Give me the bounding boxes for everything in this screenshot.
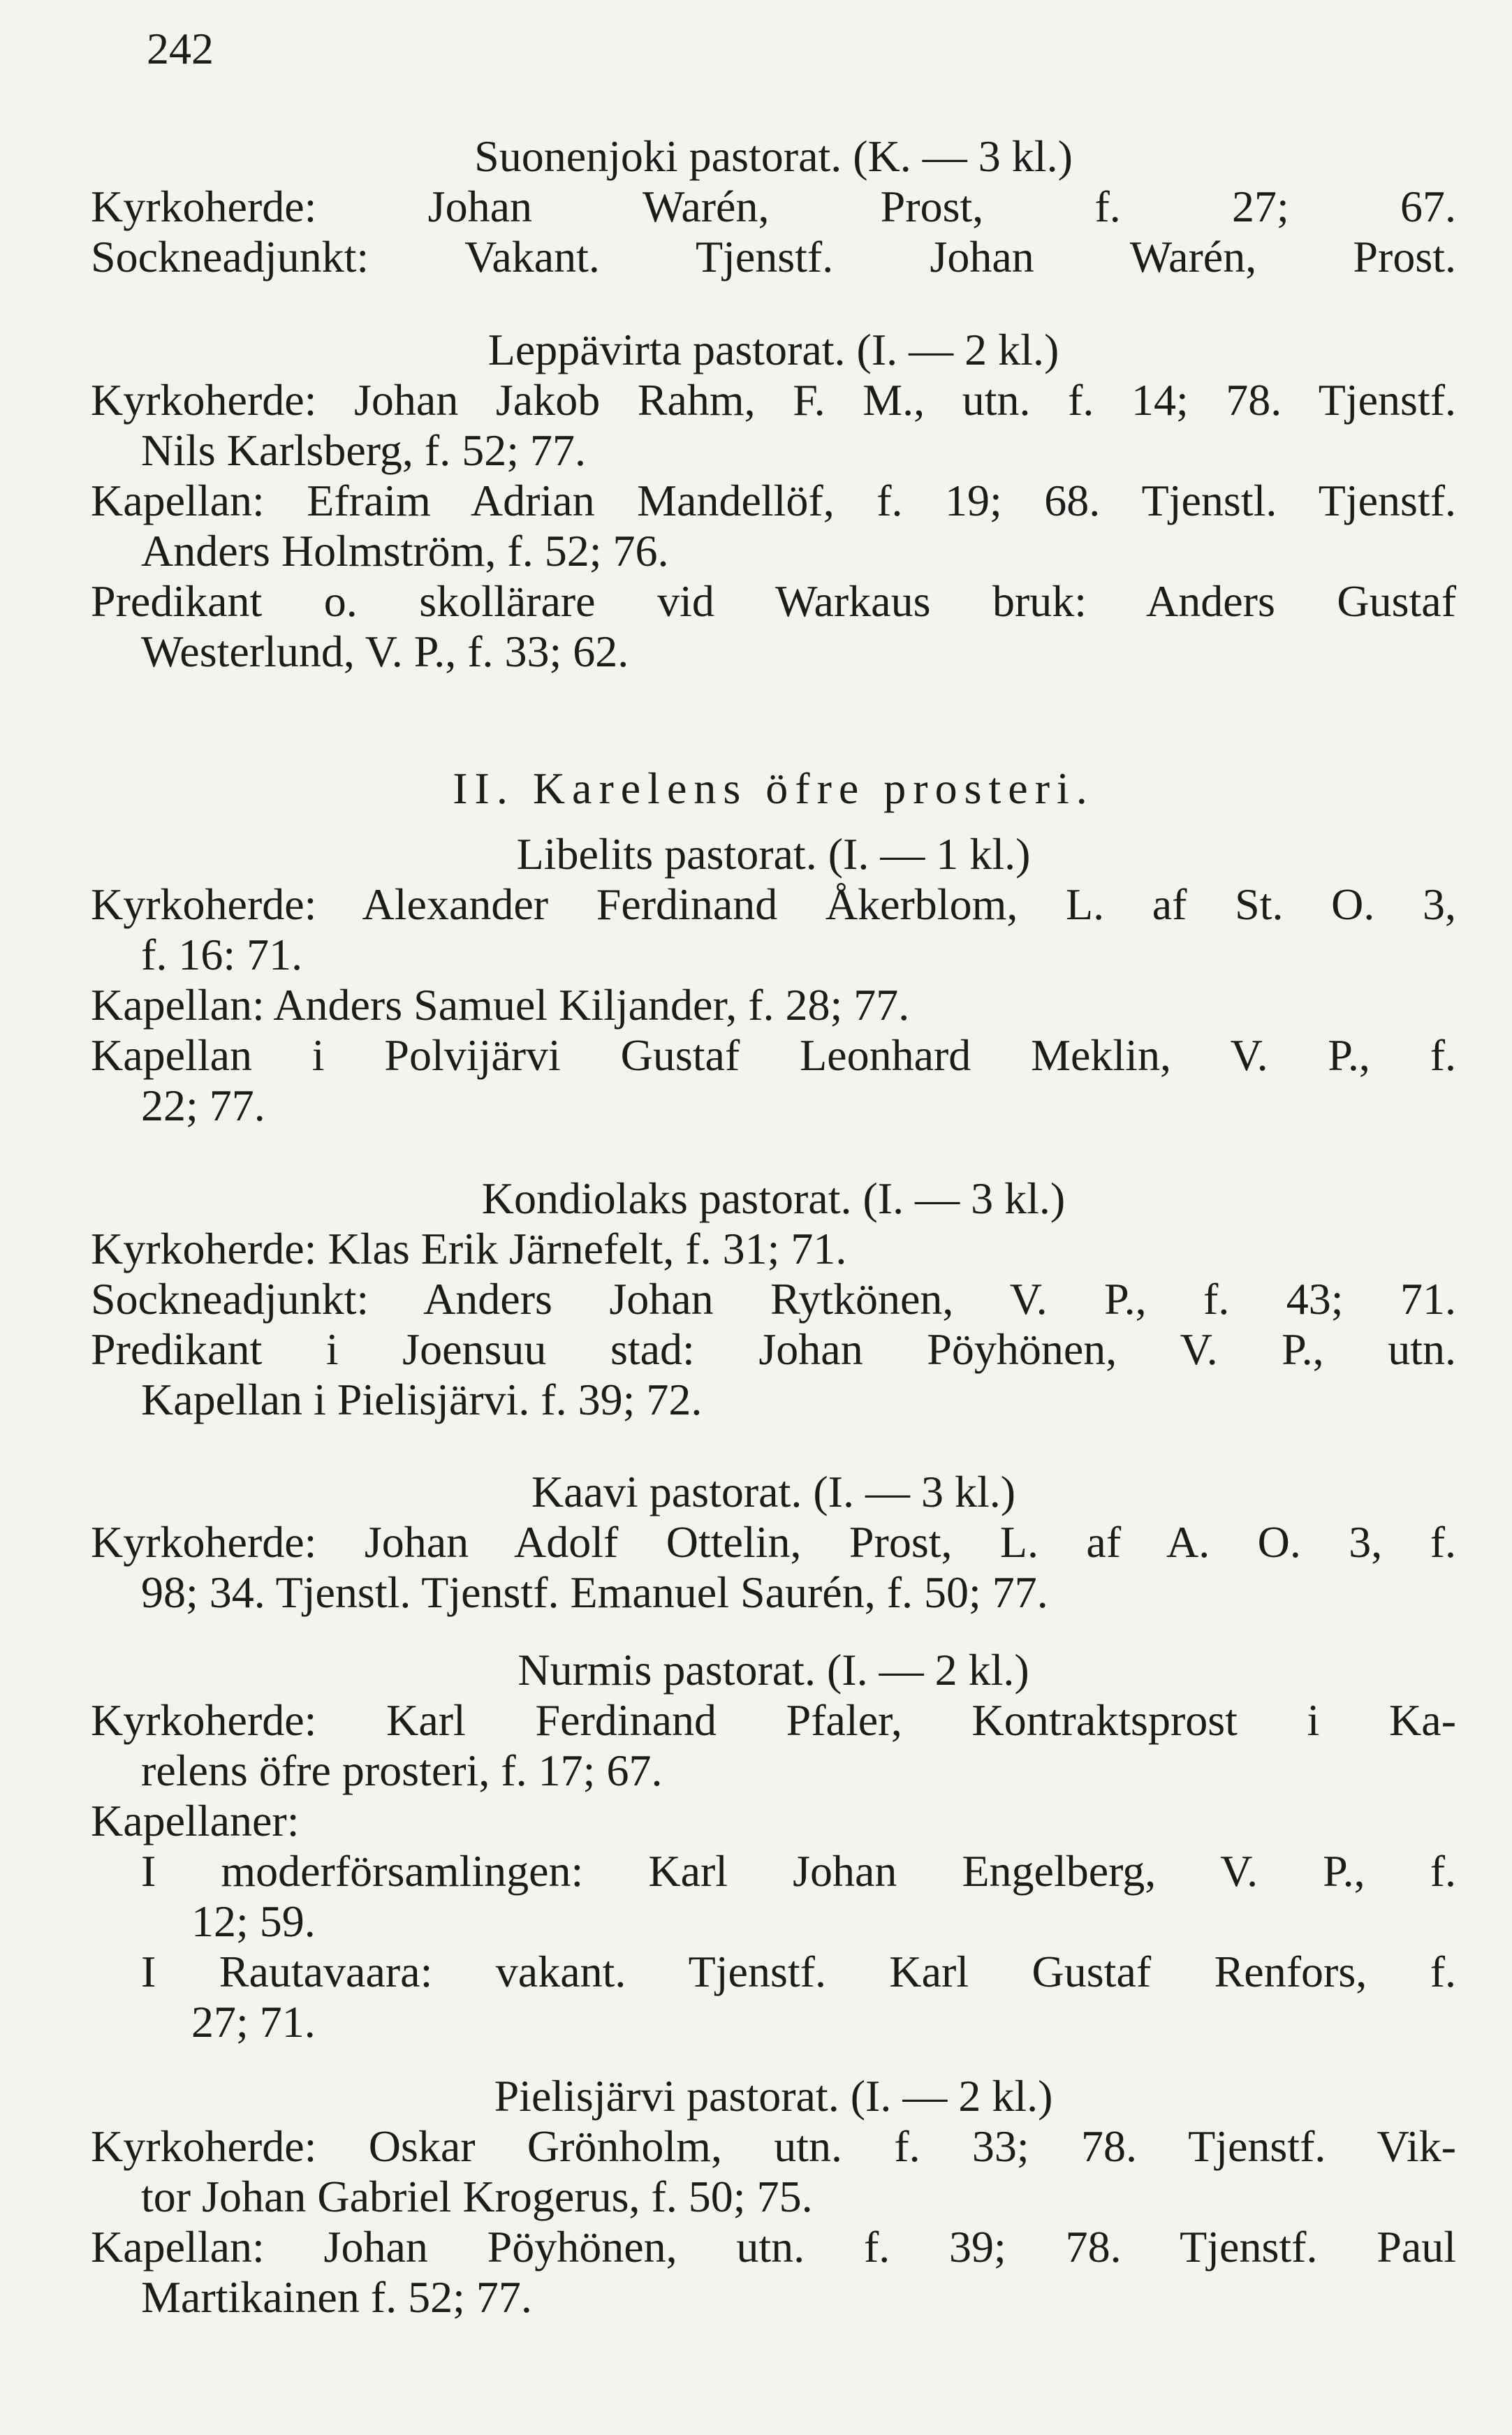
text-line: Kyrkoherde: Oskar Grönholm, utn. f. 33; 78. Tjenstf. Vik- — [91, 2121, 1456, 2171]
text-line: Kapellaner: — [91, 1796, 300, 1845]
text-line: Martikainen f. 52; 77. — [141, 2272, 532, 2322]
text-line: 12; 59. — [191, 1896, 316, 1946]
text-line: Kapellan i Polvijärvi Gustaf Leonhard Meklin, V. P., f. — [91, 1030, 1456, 1080]
section-leppavirta — [91, 325, 1456, 677]
text-line: Nils Karlsberg, f. 52; 77. — [141, 425, 586, 475]
section-kondiolaks — [91, 1173, 1456, 1425]
text-line: Kapellan: Anders Samuel Kiljander, f. 28; 77. — [91, 980, 910, 1030]
section-suonenjoki — [91, 131, 1456, 282]
section-nurmis — [91, 1645, 1456, 2047]
section-kaavi — [91, 1467, 1456, 1618]
text-line: tor Johan Gabriel Krogerus, f. 50; 75. — [141, 2172, 813, 2221]
text-line: Kyrkoherde: Johan Warén, Prost, f. 27; 67. — [91, 182, 1456, 231]
page-number: 242 — [147, 24, 214, 73]
text-line: Kyrkoherde: Karl Ferdinand Pfaler, Kontraktsprost i Ka- — [91, 1695, 1456, 1745]
district-title: II. Karelens öfre prosteri. — [453, 763, 1094, 813]
text-line: 22; 77. — [141, 1081, 265, 1130]
text-line: Sockneadjunkt: Anders Johan Rytkönen, V. P., f. 43; 71. — [91, 1274, 1456, 1324]
section-heading: Suonenjoki pastorat. (K. — 3 kl.) — [474, 131, 1073, 181]
section-libelits — [91, 829, 1456, 1131]
text-line: I Rautavaara: vakant. Tjenstf. Karl Gustaf Renfors, f. — [141, 1947, 1456, 1996]
section-heading: Leppävirta pastorat. (I. — 2 kl.) — [487, 325, 1059, 374]
section-heading: Kaavi pastorat. (I. — 3 kl.) — [531, 1467, 1016, 1516]
text-line: 98; 34. Tjenstl. Tjenstf. Emanuel Saurén, f. 50; 77. — [141, 1567, 1048, 1617]
section-heading: Kondiolaks pastorat. (I. — 3 kl.) — [481, 1173, 1066, 1223]
section-pielisjarvi — [91, 2071, 1456, 2323]
text-line: Predikant o. skollärare vid Warkaus bruk: Anders Gustaf — [91, 576, 1456, 626]
section-heading: Pielisjärvi pastorat. (I. — 2 kl.) — [494, 2071, 1053, 2121]
text-line: Predikant i Joensuu stad: Johan Pöyhönen, V. P., utn. — [91, 1324, 1456, 1374]
text-line: Kyrkoherde: Alexander Ferdinand Åkerblom, L. af St. O. 3, — [91, 879, 1456, 929]
text-line: Kyrkoherde: Johan Adolf Ottelin, Prost, L. af A. O. 3, f. — [91, 1517, 1456, 1567]
section-heading: Libelits pastorat. (I. — 1 kl.) — [516, 829, 1031, 879]
text-line: Westerlund, V. P., f. 33; 62. — [141, 627, 629, 676]
text-line: I moderförsamlingen: Karl Johan Engelberg, V. P., f. — [141, 1846, 1456, 1896]
text-line: Sockneadjunkt: Vakant. Tjenstf. Johan Warén, Prost. — [91, 232, 1456, 281]
text-line: f. 16: 71. — [141, 930, 303, 979]
text-line: Kyrkoherde: Klas Erik Järnefelt, f. 31; 71. — [91, 1224, 847, 1273]
section-heading: Nurmis pastorat. (I. — 2 kl.) — [518, 1645, 1029, 1695]
text-line: Anders Holmström, f. 52; 76. — [141, 526, 669, 576]
text-line: Kyrkoherde: Johan Jakob Rahm, F. M., utn. f. 14; 78. Tjenstf. — [91, 375, 1456, 425]
text-line: Kapellan: Efraim Adrian Mandellöf, f. 19; 68. Tjenstl. Tjenstf. — [91, 476, 1456, 525]
text-line: relens öfre prosteri, f. 17; 67. — [141, 1746, 663, 1795]
text-line: 27; 71. — [191, 1997, 316, 2047]
text-line: Kapellan: Johan Pöyhönen, utn. f. 39; 78. Tjenstf. Paul — [91, 2222, 1456, 2272]
text-line: Kapellan i Pielisjärvi. f. 39; 72. — [141, 1375, 703, 1424]
